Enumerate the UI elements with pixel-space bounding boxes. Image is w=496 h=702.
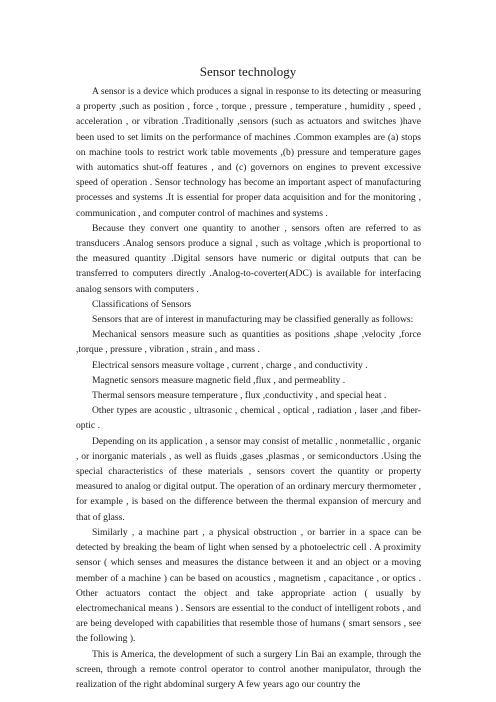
- paragraph: Depending on its application , a sensor may consist of metallic , nonmetallic , organic , or inorganic materials , as well as fluids ,gases ,plasmas , or semiconductors .Using the special characteristics of these materials , sensors covert the quantity or property measured to analog or digital output. The operation of an ordinary mercury thermometer , for example , is based on the difference between the thermal expansion of mercury and that of glass.: [76, 435, 421, 523]
- paragraph: This is America, the development of such a surgery Lin Bai an example, through the screen, through a remote control operator to control another manipulator, through the realization of the right abdominal surgery A few years ago our country the: [76, 648, 421, 690]
- list-item: Mechanical sensors measure such as quantities as positions ,shape ,velocity ,force ,torque , pressure , vibration , strain , and mass .: [76, 329, 421, 356]
- paragraph: Similarly , a machine part , a physical obstruction , or barrier in a space can be detected by breaking the beam of light when sensed by a photoelectric cell . A proximity sensor ( which senses and measures the distance between it and an object or a moving member of a machine ) can be based on acoustics , magnetism , capacitance , or optics . Other actuators contact the object and take appropriate action ( usually by electromechanical means ) . Sensors are essential to the conduct of intelligent robots , and are being developed with capabilities that resemble those of humans ( smart sensors , see the following ).: [76, 526, 421, 645]
- document-body: [76, 84, 421, 692]
- list-item: Electrical sensors measure voltage , current , charge , and conductivity .: [92, 359, 368, 371]
- page-title: Sensor technology: [199, 64, 297, 79]
- list-item: Other types are acoustic , ultrasonic , chemical , optical , radiation , laser ,and fiber-optic .: [76, 405, 421, 432]
- list-item: Thermal sensors measure temperature , flux ,conductivity , and special heat .: [92, 390, 387, 402]
- list-item: Magnetic sensors measure magnetic field ,flux , and permeablity .: [92, 374, 346, 386]
- paragraph: Sensors that are of interest in manufacturing may be classified generally as follows:: [92, 314, 414, 326]
- paragraph: A sensor is a device which produces a signal in response to its detecting or measuring a property ,such as position , force , torque , pressure , temperature , humidity , speed , acceleration , or vibration .Traditionally ,sensors (such as actuators and switches )have been used to set limits on the performance of machines .Common examples are (a) stops on machine tools to restrict work table movements ,(b) pressure and temperature gages with automatics shut-off features , and (c) governors on engines to prevent excessive speed of operation . Sensor technology has become an important aspect of manufacturing processes and systems .It is essential for proper data acquisition and for the monitoring , communication , and computer control of machines and systems .: [76, 86, 421, 219]
- paragraph: Because they convert one quantity to another , sensors often are referred to as transducers .Analog sensors produce a signal , such as voltage ,which is proportional to the measured quantity .Digital sensors have numeric or digital outputs that can be transferred to computers directly .Analog-to-coverter(ADC) is available for interfacing analog sensors with computers .: [76, 222, 421, 295]
- section-heading: Classifications of Sensors: [92, 298, 192, 310]
